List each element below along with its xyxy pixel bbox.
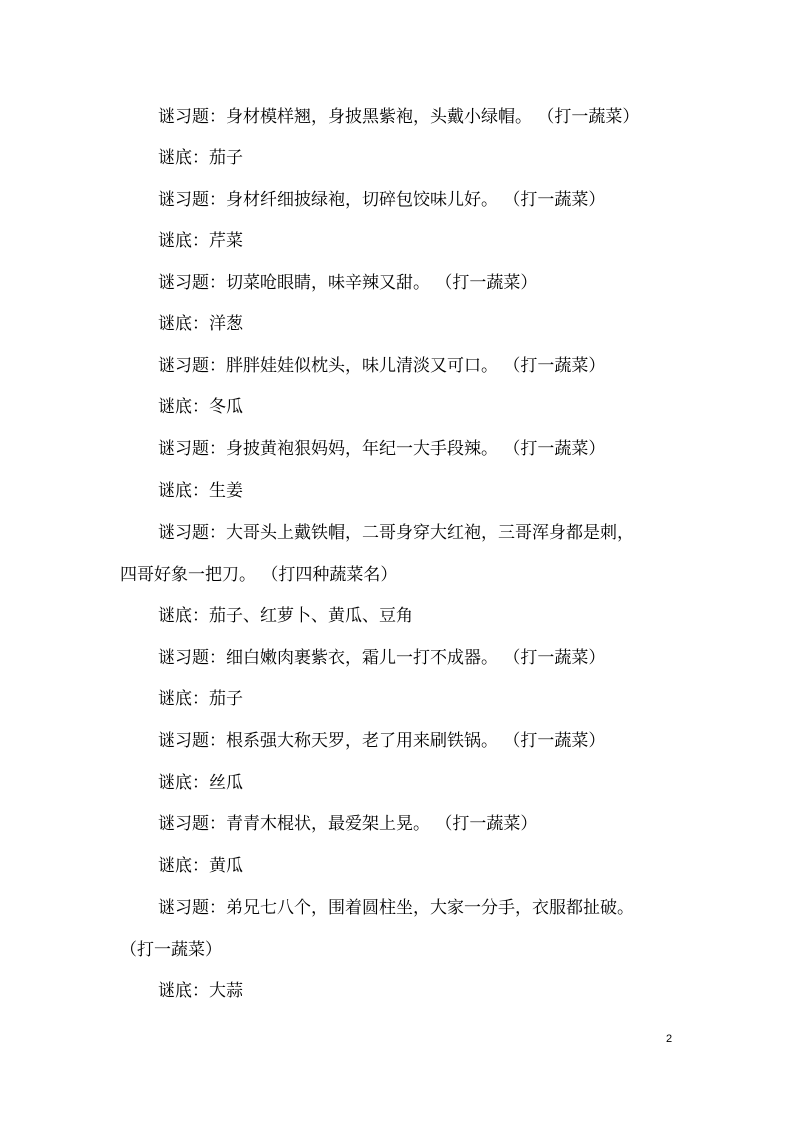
riddle-10-question: 谜习题：弟兄七八个，围着圆柱坐，大家一分手，衣服都扯破。	[158, 898, 634, 918]
riddle-7-question: 谜习题：细白嫩肉裹紫衣，霜儿一打不成器。 （打一蔬菜）	[158, 648, 606, 668]
riddle-1-question: 谜习题：身材模样翘，身披黑紫袍，头戴小绿帽。 （打一蔬菜）	[158, 107, 640, 127]
riddle-6-question-continued: 四哥好象一把刀。 （打四种蔬菜名）	[120, 565, 398, 585]
riddle-6-answer: 谜底：茄子、红萝卜、黄瓜、豆角	[158, 606, 413, 626]
riddle-5-question: 谜习题：身披黄袍狠妈妈，年纪一大手段辣。 （打一蔬菜）	[158, 439, 606, 459]
riddle-3-question: 谜习题：切菜呛眼睛，味辛辣又甜。 （打一蔬菜）	[158, 273, 538, 293]
riddle-9-question: 谜习题：青青木棍状，最爱架上晃。 （打一蔬菜）	[158, 814, 538, 834]
riddle-10-answer: 谜底：大蒜	[158, 981, 243, 1001]
riddle-9-answer: 谜底：黄瓜	[158, 856, 243, 876]
riddle-4-question: 谜习题：胖胖娃娃似枕头，味儿清淡又可口。 （打一蔬菜）	[158, 356, 606, 376]
riddle-1-answer: 谜底：茄子	[158, 148, 243, 168]
riddle-10-question-continued: （打一蔬菜）	[120, 940, 222, 960]
riddle-4-answer: 谜底：冬瓜	[158, 397, 243, 417]
riddle-5-answer: 谜底：生姜	[158, 481, 243, 501]
riddle-6-question: 谜习题：大哥头上戴铁帽，二哥身穿大红袍，三哥浑身都是刺，	[158, 523, 634, 543]
riddle-2-answer: 谜底：芹菜	[158, 231, 243, 251]
riddle-3-answer: 谜底：洋葱	[158, 314, 243, 334]
riddle-2-question: 谜习题：身材纤细披绿袍，切碎包饺味儿好。 （打一蔬菜）	[158, 190, 606, 210]
riddle-7-answer: 谜底：茄子	[158, 689, 243, 709]
riddle-8-answer: 谜底：丝瓜	[158, 773, 243, 793]
page-number: 2	[666, 1033, 673, 1045]
riddle-8-question: 谜习题：根系强大称天罗，老了用来刷铁锅。 （打一蔬菜）	[158, 731, 606, 751]
